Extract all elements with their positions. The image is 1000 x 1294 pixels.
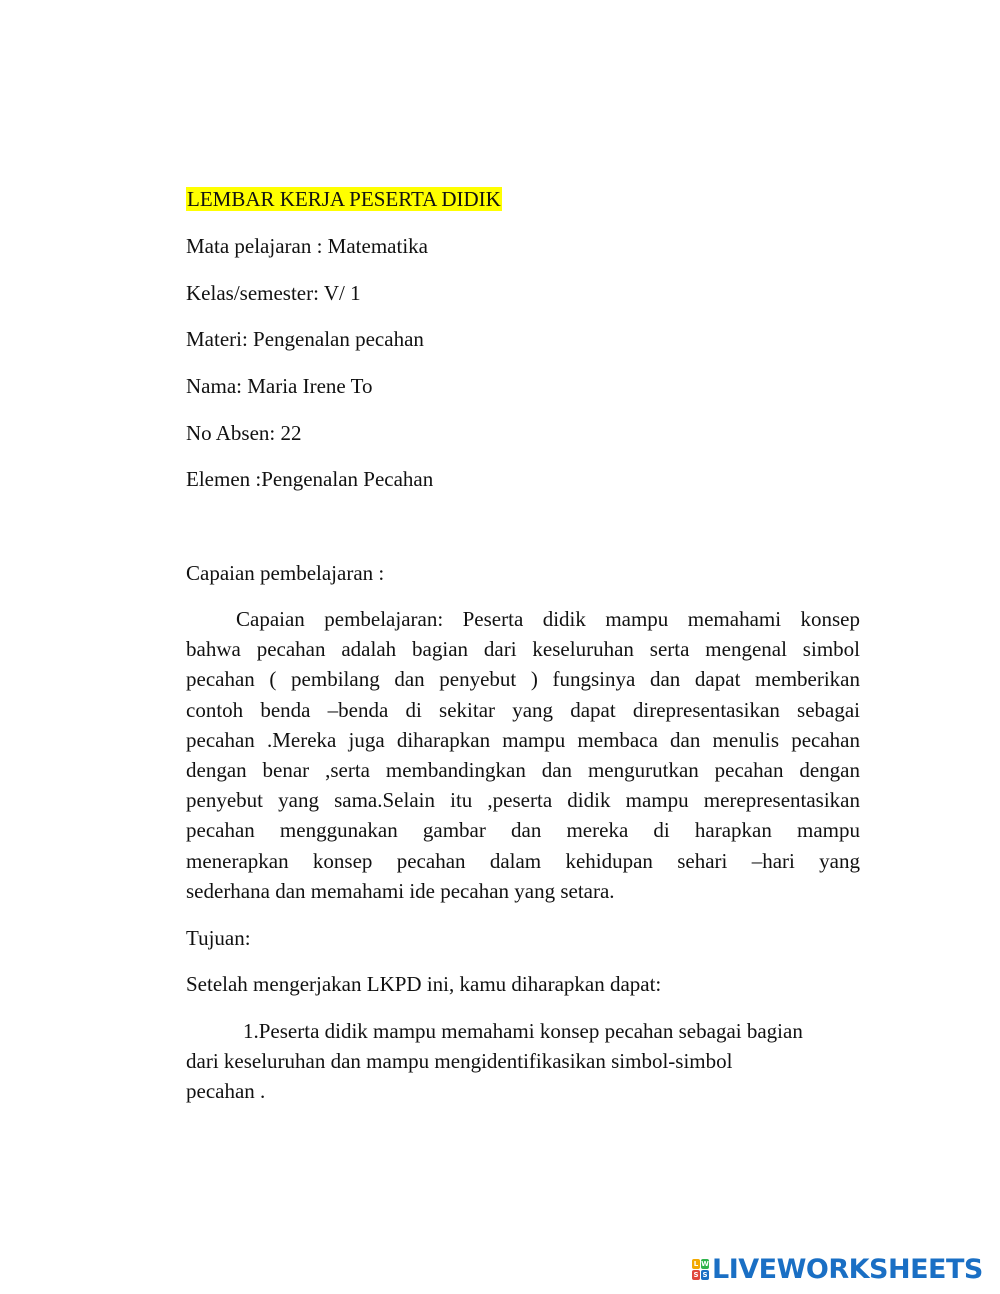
capaian-line: menerapkan konsep pecahan dalam kehidupan sehari –hari yang xyxy=(186,848,860,873)
field-name: Nama: Maria Irene To xyxy=(186,374,373,398)
worksheet-title xyxy=(186,186,502,212)
field-absence-number: No Absen: 22 xyxy=(186,421,302,445)
tujuan-item-line: dari keseluruhan dan mampu mengidentifikasikan simbol-simbol xyxy=(186,1049,733,1074)
capaian-line: dengan benar ,serta membandingkan dan mengurutkan pecahan dengan xyxy=(186,757,860,782)
liveworksheets-wordmark: LIVEWORKSHEETS xyxy=(712,1254,983,1285)
tujuan-item-line: 1.Peserta didik mampu memahami konsep pecahan sebagai bagian xyxy=(243,1019,803,1043)
liveworksheets-logo-icon xyxy=(692,1259,710,1281)
tujuan-item-1 xyxy=(186,1016,860,1107)
capaian-line: pecahan menggunakan gambar dan mereka di harapkan mampu xyxy=(186,818,860,843)
logo-block: L xyxy=(693,1260,699,1268)
liveworksheets-logo[interactable] xyxy=(692,1256,983,1284)
field-class-semester: Kelas/semester: V/ 1 xyxy=(186,281,361,305)
capaian-line: Capaian pembelajaran: Peserta didik mampu memahami konsep xyxy=(236,607,860,631)
capaian-paragraph xyxy=(186,604,860,906)
tujuan-intro: Setelah mengerjakan LKPD ini, kamu diharapkan dapat: xyxy=(186,972,662,996)
capaian-line: sederhana dan memahami ide pecahan yang setara. xyxy=(186,878,615,903)
logo-block: S xyxy=(693,1271,699,1279)
logo-block: S xyxy=(702,1271,708,1279)
highlighted-title: LEMBAR KERJA PESERTA DIDIK xyxy=(187,187,501,211)
tujuan-heading: Tujuan: xyxy=(186,926,251,950)
tujuan-item-line: pecahan . xyxy=(186,1079,266,1104)
capaian-line: pecahan .Mereka juga diharapkan mampu membaca dan menulis pecahan xyxy=(186,727,860,752)
capaian-line: contoh benda –benda di sekitar yang dapat direpresentasikan sebagai xyxy=(186,697,860,722)
field-element: Elemen :Pengenalan Pecahan xyxy=(186,467,434,491)
capaian-line: penyebut yang sama.Selain itu ,peserta didik mampu merepresentasikan xyxy=(186,788,860,813)
logo-block: W xyxy=(701,1260,709,1268)
capaian-line: bahwa pecahan adalah bagian dari keseluruhan serta mengenal simbol xyxy=(186,637,860,662)
capaian-heading: Capaian pembelajaran : xyxy=(186,561,385,585)
field-material: Materi: Pengenalan pecahan xyxy=(186,327,424,351)
capaian-line: pecahan ( pembilang dan penyebut ) fungsinya dan dapat memberikan xyxy=(186,667,860,692)
field-subject: Mata pelajaran : Matematika xyxy=(186,234,428,258)
